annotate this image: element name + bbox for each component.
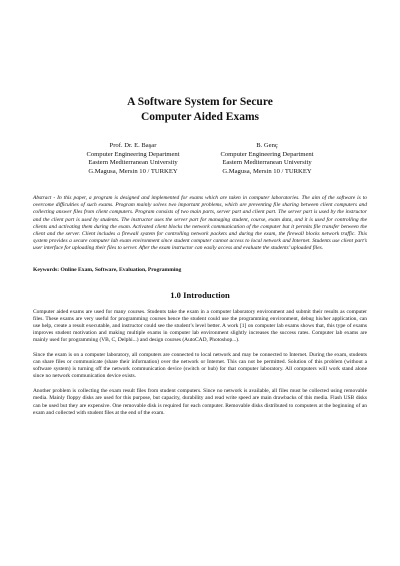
author-1 <box>72 142 194 176</box>
author-department: Computer Engineering Department <box>220 150 314 158</box>
author-name: Prof. Dr. E. Başar <box>109 142 157 149</box>
abstract: Abstract - In this paper, a program is designed and implemented for exams which are taken in computer laboratories. The aim of the software is to overcome difficulties of such exams. Program mainly solves two important problems, which are preventing file sharing between client computers and collecting answer files from client computers. Program consists of two main parts, server part and client part. The server part is used by the instructor and the client part is used by students. The instructor uses the server part for managing student, course, exam data, and it is used for controlling the clients and activating them during the exam. Activated client blocks the network communication of the computer but it permits file transfer between the client and the server. Client includes a firewall system for controlling network packets and during the exam, the firewall blocks network traffic. This system provides a secure computer lab exam environment since student computer cannot access to local network and Internet. Students use client part’s user interface for uploading their files to server. After the exam instructor can easily access and evaluate the students’ uploaded files. <box>33 195 367 252</box>
paragraph-2: Since the exam is on a computer laboratory, all computers are connected to local network and may be connected to Internet. During the exam, students can share files or communicate (share their information) over the network or Internet. This can not be permitted. Solution of this problem (without a software system) is turning off the network communication device (switch or hub) for that computer laboratory. All computers will work stand alone since no network communication device exists. <box>33 352 367 380</box>
author-block <box>0 142 400 176</box>
paper-title <box>0 95 400 125</box>
author-2 <box>206 142 328 176</box>
title-line-1: A Software System for Secure <box>127 96 273 108</box>
author-location: G.Magusa, Mersin 10 / TURKEY <box>88 167 178 175</box>
author-university: Eastern Mediterranean University <box>222 159 312 167</box>
author-name: B. Genç <box>256 142 278 149</box>
author-university: Eastern Mediterranean University <box>88 159 178 167</box>
keywords: Keywords: Online Exam, Software, Evaluation, Programming <box>33 267 182 273</box>
author-department: Computer Engineering Department <box>86 150 180 158</box>
paragraph-3: Another problem is collecting the exam result files from student computers. Since no network is available, all files must be collected using removable media. Mainly floppy disks are used for this purpose, but capacity, durability and read write speed are main drawbacks of this media. Flash USB disks can be used but they are expensive. One removable disk is required for each computer. Removable disks distributed to computers at the beginning of an exam and collected with student files at the end of the exam. <box>33 388 367 416</box>
author-location: G.Magusa, Mersin 10 / TURKEY <box>222 167 312 175</box>
section-heading: 1.0 Introduction <box>170 290 230 300</box>
title-line-2: Computer Aided Exams <box>141 111 259 123</box>
paragraph-1: Computer aided exams are used for many courses. Students take the exam in a computer laboratory environment and submit their results as computer files. These exams are very useful for programming courses hence the student could use the programming environment, debug his/her application, can use help, create a result executable, and instructor could see the student’s level better. A work [1] on computer lab exams shows that, this type of exams improves student motivation and making multiple exams in computer lab environment slightly increases the success rates. Computer lab exams are mainly used for programming (VB, C, Delphi...) and design courses (AutoCAD, Photoshop...). <box>33 309 367 344</box>
introduction-body <box>33 309 367 425</box>
